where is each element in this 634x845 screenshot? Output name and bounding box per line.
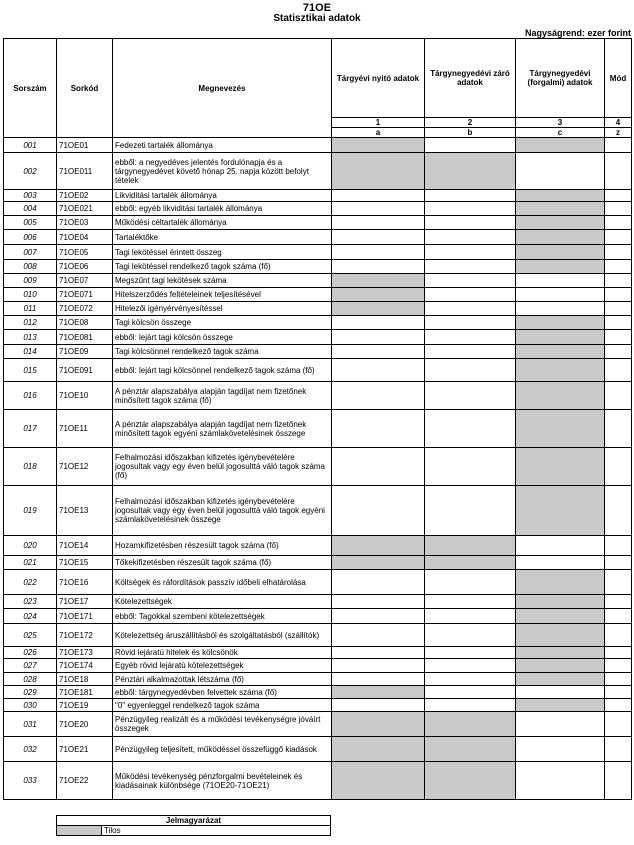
table-row bbox=[4, 288, 632, 302]
row-code: 71OE11 bbox=[57, 410, 113, 448]
value-cell-1[interactable] bbox=[332, 673, 425, 686]
value-cell-3[interactable] bbox=[516, 138, 605, 153]
value-cell-1[interactable] bbox=[332, 382, 425, 410]
table-row bbox=[4, 673, 632, 686]
table-row bbox=[4, 448, 632, 486]
value-cell-2[interactable] bbox=[425, 216, 516, 230]
value-cell-4[interactable] bbox=[605, 762, 632, 800]
row-code: 71OE22 bbox=[57, 762, 113, 800]
row-name: Tőkekifizetésben részesült tagok száma (fő) bbox=[113, 556, 332, 570]
value-cell-2[interactable] bbox=[425, 410, 516, 448]
row-seq: 019 bbox=[4, 486, 57, 536]
value-cell-2[interactable] bbox=[425, 699, 516, 712]
row-name: Pénztári alkalmazottak létszáma (fő) bbox=[113, 673, 332, 686]
table-row bbox=[4, 330, 632, 345]
value-cell-2[interactable] bbox=[425, 345, 516, 359]
value-cell-3[interactable] bbox=[516, 673, 605, 686]
value-cell-3[interactable] bbox=[516, 410, 605, 448]
value-cell-4[interactable] bbox=[605, 260, 632, 274]
row-name: Hitelezői igényérvényesítéssel bbox=[113, 302, 332, 316]
row-seq: 013 bbox=[4, 330, 57, 345]
row-name: Tagi kölcsönnel rendelkező tagok száma bbox=[113, 345, 332, 359]
row-seq: 031 bbox=[4, 712, 57, 737]
row-seq: 011 bbox=[4, 302, 57, 316]
value-cell-4[interactable] bbox=[605, 288, 632, 302]
row-code: 71OE15 bbox=[57, 556, 113, 570]
row-seq: 025 bbox=[4, 624, 57, 647]
row-seq: 007 bbox=[4, 245, 57, 260]
value-cell-2[interactable] bbox=[425, 382, 516, 410]
value-cell-4[interactable] bbox=[605, 647, 632, 659]
col-number: 2 bbox=[425, 118, 516, 128]
unit-label: Nagyságrend: ezer forint bbox=[524, 28, 631, 38]
value-cell-3[interactable] bbox=[516, 345, 605, 359]
value-cell-2[interactable] bbox=[425, 316, 516, 330]
table-row bbox=[4, 570, 632, 595]
value-cell-4[interactable] bbox=[605, 410, 632, 448]
table-row bbox=[4, 595, 632, 609]
table-row bbox=[4, 737, 632, 762]
row-name: Kötelezettség áruszállításból és szolgáltatásból (szállítók) bbox=[113, 624, 332, 647]
value-cell-3[interactable] bbox=[516, 712, 605, 737]
header-code: Sorkód bbox=[57, 39, 113, 138]
table-row bbox=[4, 245, 632, 260]
value-cell-4[interactable] bbox=[605, 659, 632, 673]
row-name: ebből: lejárt tagi kölcsön összege bbox=[113, 330, 332, 345]
row-code: 71OE173 bbox=[57, 647, 113, 659]
value-cell-3[interactable] bbox=[516, 762, 605, 800]
row-seq: 024 bbox=[4, 609, 57, 624]
value-cell-1[interactable] bbox=[332, 302, 425, 316]
row-seq: 033 bbox=[4, 762, 57, 800]
row-code: 71OE091 bbox=[57, 359, 113, 382]
col-letter: a bbox=[332, 128, 425, 138]
row-name: ebből: Tagokkal szembeni kötelezettségek bbox=[113, 609, 332, 624]
value-cell-2[interactable] bbox=[425, 448, 516, 486]
row-seq: 029 bbox=[4, 686, 57, 699]
col-number: 4 bbox=[605, 118, 632, 128]
row-seq: 001 bbox=[4, 138, 57, 153]
row-seq: 003 bbox=[4, 190, 57, 202]
value-cell-4[interactable] bbox=[605, 230, 632, 245]
row-name: Hozamkifizetésben részesült tagok száma (fő) bbox=[113, 536, 332, 556]
row-seq: 014 bbox=[4, 345, 57, 359]
value-cell-1[interactable] bbox=[332, 288, 425, 302]
value-cell-2[interactable] bbox=[425, 153, 516, 190]
value-cell-2[interactable] bbox=[425, 624, 516, 647]
row-seq: 018 bbox=[4, 448, 57, 486]
value-cell-1[interactable] bbox=[332, 647, 425, 659]
value-cell-1[interactable] bbox=[332, 260, 425, 274]
row-code: 71OE16 bbox=[57, 570, 113, 595]
row-code: 71OE01 bbox=[57, 138, 113, 153]
row-seq: 026 bbox=[4, 647, 57, 659]
row-name: Felhalmozási időszakban kifizetés igénybevételére jogosultak vagy egy éven belül jogosulttá váló tagok száma (fő) bbox=[113, 448, 332, 486]
value-cell-2[interactable] bbox=[425, 486, 516, 536]
row-name: A pénztár alapszabálya alapján tagdíjat nem fizetőnek minősített tagok egyéni számlakövetelésinek összege bbox=[113, 410, 332, 448]
header-col4: Mód bbox=[605, 39, 632, 118]
row-name: "0" egyenleggel rendelkező tagok száma bbox=[113, 699, 332, 712]
row-seq: 005 bbox=[4, 216, 57, 230]
value-cell-4[interactable] bbox=[605, 595, 632, 609]
row-name: Rövid lejáratú hitelek és kölcsönök bbox=[113, 647, 332, 659]
value-cell-1[interactable] bbox=[332, 216, 425, 230]
value-cell-2[interactable] bbox=[425, 230, 516, 245]
value-cell-1[interactable] bbox=[332, 410, 425, 448]
value-cell-3[interactable] bbox=[516, 330, 605, 345]
row-code: 71OE19 bbox=[57, 699, 113, 712]
row-code: 71OE17 bbox=[57, 595, 113, 609]
value-cell-3[interactable] bbox=[516, 659, 605, 673]
row-name: Pénzügyileg realizált és a működési tevékenységre jóváírt összegek bbox=[113, 712, 332, 737]
row-code: 71OE021 bbox=[57, 202, 113, 216]
row-name: Felhalmozási időszakban kifizetés igénybevételére jogosultak vagy egy éven belül jogosulttá váló tagok egyéni számlakövetelésinek összege bbox=[113, 486, 332, 536]
table-row bbox=[4, 274, 632, 288]
value-cell-4[interactable] bbox=[605, 382, 632, 410]
value-cell-4[interactable] bbox=[605, 316, 632, 330]
table-row bbox=[4, 624, 632, 647]
value-cell-4[interactable] bbox=[605, 536, 632, 556]
table-row bbox=[4, 190, 632, 202]
form-code: 71OE bbox=[302, 2, 332, 14]
table-row bbox=[4, 138, 632, 153]
table-row bbox=[4, 686, 632, 699]
value-cell-4[interactable] bbox=[605, 609, 632, 624]
legend bbox=[56, 815, 331, 836]
row-code: 71OE08 bbox=[57, 316, 113, 330]
table-row bbox=[4, 712, 632, 737]
row-seq: 006 bbox=[4, 230, 57, 245]
value-cell-3[interactable] bbox=[516, 448, 605, 486]
row-name: Likviditási tartalék állománya bbox=[113, 190, 332, 202]
value-cell-4[interactable] bbox=[605, 245, 632, 260]
row-name: Kötelezettségek bbox=[113, 595, 332, 609]
table-row bbox=[4, 359, 632, 382]
header-col3: Tárgynegyedévi (forgalmi) adatok bbox=[516, 39, 605, 118]
table-row bbox=[4, 382, 632, 410]
row-seq: 002 bbox=[4, 153, 57, 190]
value-cell-2[interactable] bbox=[425, 737, 516, 762]
value-cell-4[interactable] bbox=[605, 359, 632, 382]
value-cell-4[interactable] bbox=[605, 138, 632, 153]
row-seq: 022 bbox=[4, 570, 57, 595]
value-cell-3[interactable] bbox=[516, 202, 605, 216]
row-name: ebből: a negyedéves jelentés fordulónapja és a tárgynegyedévet követő hónap 25. napja között befolyt tételek bbox=[113, 153, 332, 190]
row-name: Egyéb rövid lejáratú kötelezettségek bbox=[113, 659, 332, 673]
table-row bbox=[4, 410, 632, 448]
table-row bbox=[4, 609, 632, 624]
value-cell-3[interactable] bbox=[516, 190, 605, 202]
row-seq: 021 bbox=[4, 556, 57, 570]
value-cell-1[interactable] bbox=[332, 595, 425, 609]
value-cell-1[interactable] bbox=[332, 359, 425, 382]
value-cell-3[interactable] bbox=[516, 686, 605, 699]
value-cell-1[interactable] bbox=[332, 190, 425, 202]
row-code: 71OE13 bbox=[57, 486, 113, 536]
header-col2: Tárgynegyedévi záró adatok bbox=[425, 39, 516, 118]
value-cell-2[interactable] bbox=[425, 609, 516, 624]
value-cell-3[interactable] bbox=[516, 153, 605, 190]
value-cell-2[interactable] bbox=[425, 536, 516, 556]
value-cell-3[interactable] bbox=[516, 274, 605, 288]
table-row bbox=[4, 762, 632, 800]
table-row bbox=[4, 202, 632, 216]
value-cell-2[interactable] bbox=[425, 712, 516, 737]
value-cell-2[interactable] bbox=[425, 138, 516, 153]
value-cell-3[interactable] bbox=[516, 359, 605, 382]
value-cell-2[interactable] bbox=[425, 673, 516, 686]
table-row bbox=[4, 556, 632, 570]
col-letter: z bbox=[605, 128, 632, 138]
row-name: Pénzügyileg teljesített, működéssel összefüggő kiadások bbox=[113, 737, 332, 762]
value-cell-3[interactable] bbox=[516, 699, 605, 712]
value-cell-2[interactable] bbox=[425, 260, 516, 274]
row-name: ebből: lejárt tagi kölcsönnel rendelkező tagok száma (fő) bbox=[113, 359, 332, 382]
row-name: Költségek és ráfordítások passzív időbeli elhatárolása bbox=[113, 570, 332, 595]
value-cell-2[interactable] bbox=[425, 556, 516, 570]
row-code: 71OE05 bbox=[57, 245, 113, 260]
value-cell-1[interactable] bbox=[332, 570, 425, 595]
row-seq: 012 bbox=[4, 316, 57, 330]
value-cell-2[interactable] bbox=[425, 190, 516, 202]
row-code: 71OE03 bbox=[57, 216, 113, 230]
value-cell-1[interactable] bbox=[332, 448, 425, 486]
value-cell-3[interactable] bbox=[516, 216, 605, 230]
value-cell-1[interactable] bbox=[332, 556, 425, 570]
value-cell-4[interactable] bbox=[605, 153, 632, 190]
row-code: 71OE21 bbox=[57, 737, 113, 762]
row-code: 71OE06 bbox=[57, 260, 113, 274]
row-name: Működési tevékenység pénzforgalmi bevételeinek és kiadásainak különbsége (71OE20-71OE21) bbox=[113, 762, 332, 800]
row-code: 71OE18 bbox=[57, 673, 113, 686]
value-cell-4[interactable] bbox=[605, 202, 632, 216]
row-name: Hitelszerződés feltételeinek teljesítésével bbox=[113, 288, 332, 302]
row-code: 71OE09 bbox=[57, 345, 113, 359]
row-name: Működési céltartalék állománya bbox=[113, 216, 332, 230]
row-seq: 027 bbox=[4, 659, 57, 673]
value-cell-4[interactable] bbox=[605, 274, 632, 288]
value-cell-1[interactable] bbox=[332, 699, 425, 712]
row-code: 71OE181 bbox=[57, 686, 113, 699]
table-row bbox=[4, 486, 632, 536]
row-code: 71OE12 bbox=[57, 448, 113, 486]
value-cell-3[interactable] bbox=[516, 570, 605, 595]
value-cell-2[interactable] bbox=[425, 330, 516, 345]
value-cell-3[interactable] bbox=[516, 609, 605, 624]
value-cell-1[interactable] bbox=[332, 202, 425, 216]
value-cell-3[interactable] bbox=[516, 647, 605, 659]
header-col1: Tárgyévi nyitó adatok bbox=[332, 39, 425, 118]
table-row bbox=[4, 153, 632, 190]
row-seq: 016 bbox=[4, 382, 57, 410]
form-subtitle: Statisztikai adatok bbox=[273, 13, 361, 24]
value-cell-2[interactable] bbox=[425, 570, 516, 595]
value-cell-4[interactable] bbox=[605, 686, 632, 699]
value-cell-4[interactable] bbox=[605, 345, 632, 359]
value-cell-3[interactable] bbox=[516, 486, 605, 536]
value-cell-2[interactable] bbox=[425, 595, 516, 609]
value-cell-3[interactable] bbox=[516, 245, 605, 260]
value-cell-2[interactable] bbox=[425, 647, 516, 659]
value-cell-4[interactable] bbox=[605, 699, 632, 712]
value-cell-1[interactable] bbox=[332, 138, 425, 153]
value-cell-4[interactable] bbox=[605, 624, 632, 647]
col-number: 1 bbox=[332, 118, 425, 128]
value-cell-1[interactable] bbox=[332, 659, 425, 673]
value-cell-1[interactable] bbox=[332, 486, 425, 536]
value-cell-3[interactable] bbox=[516, 624, 605, 647]
value-cell-4[interactable] bbox=[605, 737, 632, 762]
row-code: 71OE10 bbox=[57, 382, 113, 410]
value-cell-4[interactable] bbox=[605, 556, 632, 570]
row-seq: 004 bbox=[4, 202, 57, 216]
row-code: 71OE071 bbox=[57, 288, 113, 302]
value-cell-1[interactable] bbox=[332, 686, 425, 699]
row-seq: 032 bbox=[4, 737, 57, 762]
value-cell-2[interactable] bbox=[425, 762, 516, 800]
value-cell-1[interactable] bbox=[332, 762, 425, 800]
value-cell-4[interactable] bbox=[605, 216, 632, 230]
row-name: Fedezeti tartalék állománya bbox=[113, 138, 332, 153]
row-code: 71OE174 bbox=[57, 659, 113, 673]
value-cell-3[interactable] bbox=[516, 316, 605, 330]
value-cell-1[interactable] bbox=[332, 316, 425, 330]
row-name: Tartaléktőke bbox=[113, 230, 332, 245]
value-cell-1[interactable] bbox=[332, 345, 425, 359]
value-cell-4[interactable] bbox=[605, 570, 632, 595]
value-cell-4[interactable] bbox=[605, 330, 632, 345]
value-cell-3[interactable] bbox=[516, 260, 605, 274]
table-row bbox=[4, 345, 632, 359]
value-cell-1[interactable] bbox=[332, 737, 425, 762]
row-seq: 009 bbox=[4, 274, 57, 288]
value-cell-1[interactable] bbox=[332, 609, 425, 624]
table-row bbox=[4, 260, 632, 274]
value-cell-2[interactable] bbox=[425, 288, 516, 302]
table-row bbox=[4, 647, 632, 659]
table-row bbox=[4, 536, 632, 556]
legend-label: Tilos bbox=[102, 826, 331, 836]
header-seq: Sorszám bbox=[4, 39, 57, 138]
table-row bbox=[4, 699, 632, 712]
value-cell-3[interactable] bbox=[516, 556, 605, 570]
value-cell-1[interactable] bbox=[332, 274, 425, 288]
value-cell-4[interactable] bbox=[605, 448, 632, 486]
row-code: 71OE02 bbox=[57, 190, 113, 202]
value-cell-3[interactable] bbox=[516, 288, 605, 302]
row-name: Tagi kölcsön összege bbox=[113, 316, 332, 330]
value-cell-4[interactable] bbox=[605, 190, 632, 202]
row-code: 71OE04 bbox=[57, 230, 113, 245]
value-cell-2[interactable] bbox=[425, 202, 516, 216]
value-cell-3[interactable] bbox=[516, 737, 605, 762]
statistics-table bbox=[3, 38, 632, 800]
value-cell-2[interactable] bbox=[425, 659, 516, 673]
row-name: Tagi lekötéssel rendelkező tagok száma (fő) bbox=[113, 260, 332, 274]
value-cell-2[interactable] bbox=[425, 359, 516, 382]
table-row bbox=[4, 230, 632, 245]
value-cell-3[interactable] bbox=[516, 536, 605, 556]
value-cell-2[interactable] bbox=[425, 686, 516, 699]
value-cell-4[interactable] bbox=[605, 712, 632, 737]
row-seq: 023 bbox=[4, 595, 57, 609]
row-name: Tagi lekötéssel érintett összeg bbox=[113, 245, 332, 260]
value-cell-1[interactable] bbox=[332, 245, 425, 260]
value-cell-1[interactable] bbox=[332, 712, 425, 737]
col-number: 3 bbox=[516, 118, 605, 128]
row-code: 71OE072 bbox=[57, 302, 113, 316]
row-code: 71OE14 bbox=[57, 536, 113, 556]
table-row bbox=[4, 659, 632, 673]
value-cell-3[interactable] bbox=[516, 382, 605, 410]
row-code: 71OE011 bbox=[57, 153, 113, 190]
value-cell-2[interactable] bbox=[425, 274, 516, 288]
col-letter: b bbox=[425, 128, 516, 138]
value-cell-3[interactable] bbox=[516, 302, 605, 316]
value-cell-1[interactable] bbox=[332, 230, 425, 245]
table-row bbox=[4, 216, 632, 230]
table-row bbox=[4, 316, 632, 330]
value-cell-2[interactable] bbox=[425, 245, 516, 260]
value-cell-3[interactable] bbox=[516, 595, 605, 609]
row-code: 71OE081 bbox=[57, 330, 113, 345]
value-cell-1[interactable] bbox=[332, 330, 425, 345]
legend-title: Jelmagyarázat bbox=[57, 816, 331, 826]
value-cell-1[interactable] bbox=[332, 624, 425, 647]
table-row bbox=[4, 302, 632, 316]
row-name: ebből: tárgynegyedévben felvettek száma (fő) bbox=[113, 686, 332, 699]
row-seq: 017 bbox=[4, 410, 57, 448]
row-seq: 028 bbox=[4, 673, 57, 686]
value-cell-4[interactable] bbox=[605, 486, 632, 536]
row-code: 71OE172 bbox=[57, 624, 113, 647]
value-cell-4[interactable] bbox=[605, 673, 632, 686]
col-letter: c bbox=[516, 128, 605, 138]
value-cell-1[interactable] bbox=[332, 536, 425, 556]
row-code: 71OE07 bbox=[57, 274, 113, 288]
value-cell-3[interactable] bbox=[516, 230, 605, 245]
header-name: Megnevezés bbox=[113, 39, 332, 138]
row-seq: 010 bbox=[4, 288, 57, 302]
row-code: 71OE171 bbox=[57, 609, 113, 624]
row-seq: 030 bbox=[4, 699, 57, 712]
row-name: Megszűnt tagi lekötések száma bbox=[113, 274, 332, 288]
value-cell-1[interactable] bbox=[332, 153, 425, 190]
row-seq: 020 bbox=[4, 536, 57, 556]
row-seq: 008 bbox=[4, 260, 57, 274]
row-name: ebből: egyéb likviditási tartalék állománya bbox=[113, 202, 332, 216]
table-body bbox=[4, 138, 632, 800]
row-seq: 015 bbox=[4, 359, 57, 382]
legend-swatch bbox=[57, 826, 102, 836]
value-cell-4[interactable] bbox=[605, 302, 632, 316]
value-cell-2[interactable] bbox=[425, 302, 516, 316]
row-name: A pénztár alapszabálya alapján tagdíjat nem fizetőnek minősített tagok száma (fő) bbox=[113, 382, 332, 410]
row-code: 71OE20 bbox=[57, 712, 113, 737]
